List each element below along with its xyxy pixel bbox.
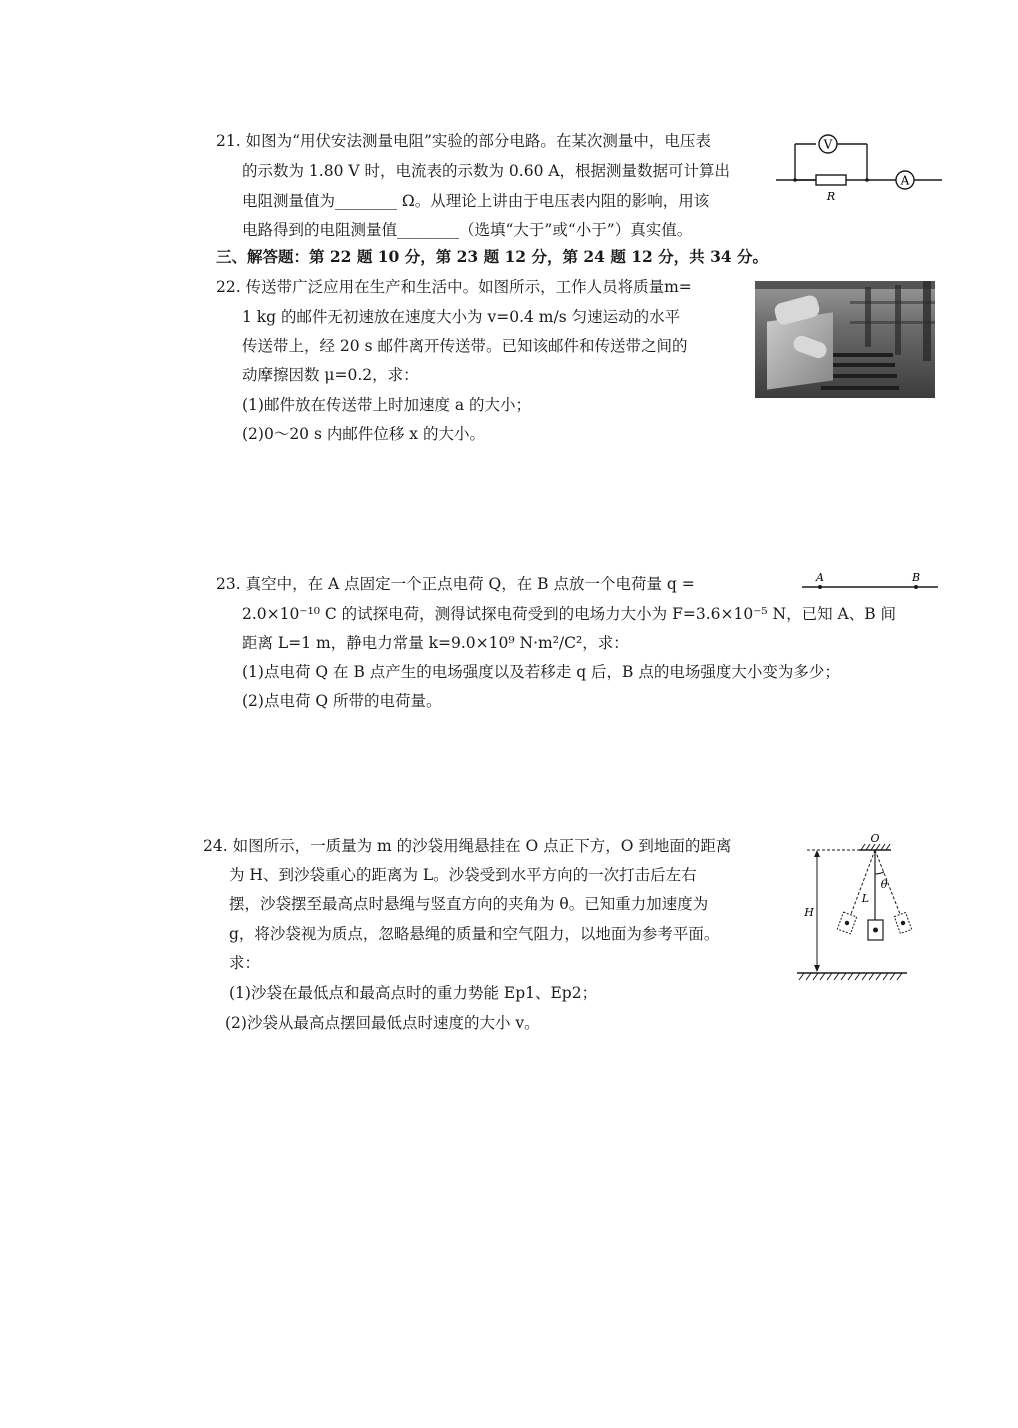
q22-line-3: 传送带上，经 20 s 邮件离开传送带。已知该邮件和传送带之间的: [242, 337, 688, 355]
circuit-diagram: [776, 128, 942, 206]
q24-subquestion-2: (2)沙袋从最高点摆回最低点时速度的大小 v。: [225, 1014, 540, 1032]
q23-subquestion-2: (2)点电荷 Q 所带的电荷量。: [242, 692, 442, 710]
section-3-heading: 三、解答题：第 22 题 10 分，第 23 题 12 分，第 24 题 12 分，共 34 分。: [216, 247, 769, 266]
voltmeter-label: V: [823, 137, 833, 152]
q23-line-3: 距离 L=1 m，静电力常量 k=9.0×10⁹ N·m²/C²，求：: [242, 634, 629, 652]
q22-line-2: 1 kg 的邮件无初速放在速度大小为 v=0.4 m/s 匀速运动的水平: [242, 308, 681, 326]
q22-line-4: 动摩擦因数 μ=0.2，求：: [242, 366, 419, 384]
q21-line-2: 的示数为 1.80 V 时，电流表的示数为 0.60 A，根据测量数据可计算出: [242, 162, 731, 180]
q23-line-2: 2.0×10⁻¹⁰ C 的试探电荷，测得试探电荷受到的电场力大小为 F=3.6×10⁻⁵ N，已知 A、B 间: [242, 605, 897, 623]
q24-line-5: 求：: [229, 954, 261, 972]
q22-subquestion-2: (2)0～20 s 内邮件位移 x 的大小。: [242, 425, 485, 443]
q24-line-3: 摆，沙袋摆至最高点时悬绳与竖直方向的夹角为 θ。已知重力加速度为: [229, 895, 709, 913]
point-b-label: B: [911, 571, 921, 584]
q21-line-4: 电路得到的电阻测量值________（选填“大于”或“小于”）真实值。: [242, 221, 693, 239]
q23-line-1: 23. 真空中，在 A 点固定一个正点电荷 Q，在 B 点放一个电荷量 q =: [216, 575, 695, 593]
pivot-o-label: O: [870, 832, 880, 845]
length-l-label: L: [861, 892, 869, 905]
q22-line-1: 22. 传送带广泛应用在生产和生活中。如图所示，工作人员将质量m=: [216, 278, 692, 296]
q24-line-4: g，将沙袋视为质点，忽略悬绳的质量和空气阻力，以地面为参考平面。: [229, 925, 720, 943]
q21-line-3: 电阻测量值为________ Ω。从理论上讲由于电压表内阻的影响，用该: [242, 192, 710, 210]
q23-subquestion-1: (1)点电荷 Q 在 B 点产生的电场强度以及若移走 q 后，B 点的电场强度大小变为多少；: [242, 663, 840, 681]
q24-line-2: 为 H、到沙袋重心的距离为 L。沙袋受到水平方向的一次打击后左右: [229, 866, 697, 884]
height-h-label: H: [804, 906, 814, 919]
angle-theta-label: θ: [880, 878, 888, 891]
conveyor-belt-photo: [755, 281, 935, 398]
pendulum-diagram: [795, 830, 920, 985]
point-a-label: A: [816, 571, 824, 584]
q21-line-1: 21. 如图为“用伏安法测量电阻”实验的部分电路。在某次测量中，电压表: [216, 132, 711, 150]
q24-subquestion-1: (1)沙袋在最低点和最高点时的重力势能 Ep1、Ep2；: [229, 984, 598, 1002]
resistor-label: R: [826, 190, 836, 203]
q24-line-1: 24. 如图所示，一质量为 m 的沙袋用绳悬挂在 O 点正下方，O 到地面的距离: [203, 837, 732, 855]
ammeter-label: A: [900, 173, 910, 188]
point-charge-diagram: [798, 570, 938, 592]
q22-subquestion-1: (1)邮件放在传送带上时加速度 a 的大小；: [242, 396, 532, 414]
